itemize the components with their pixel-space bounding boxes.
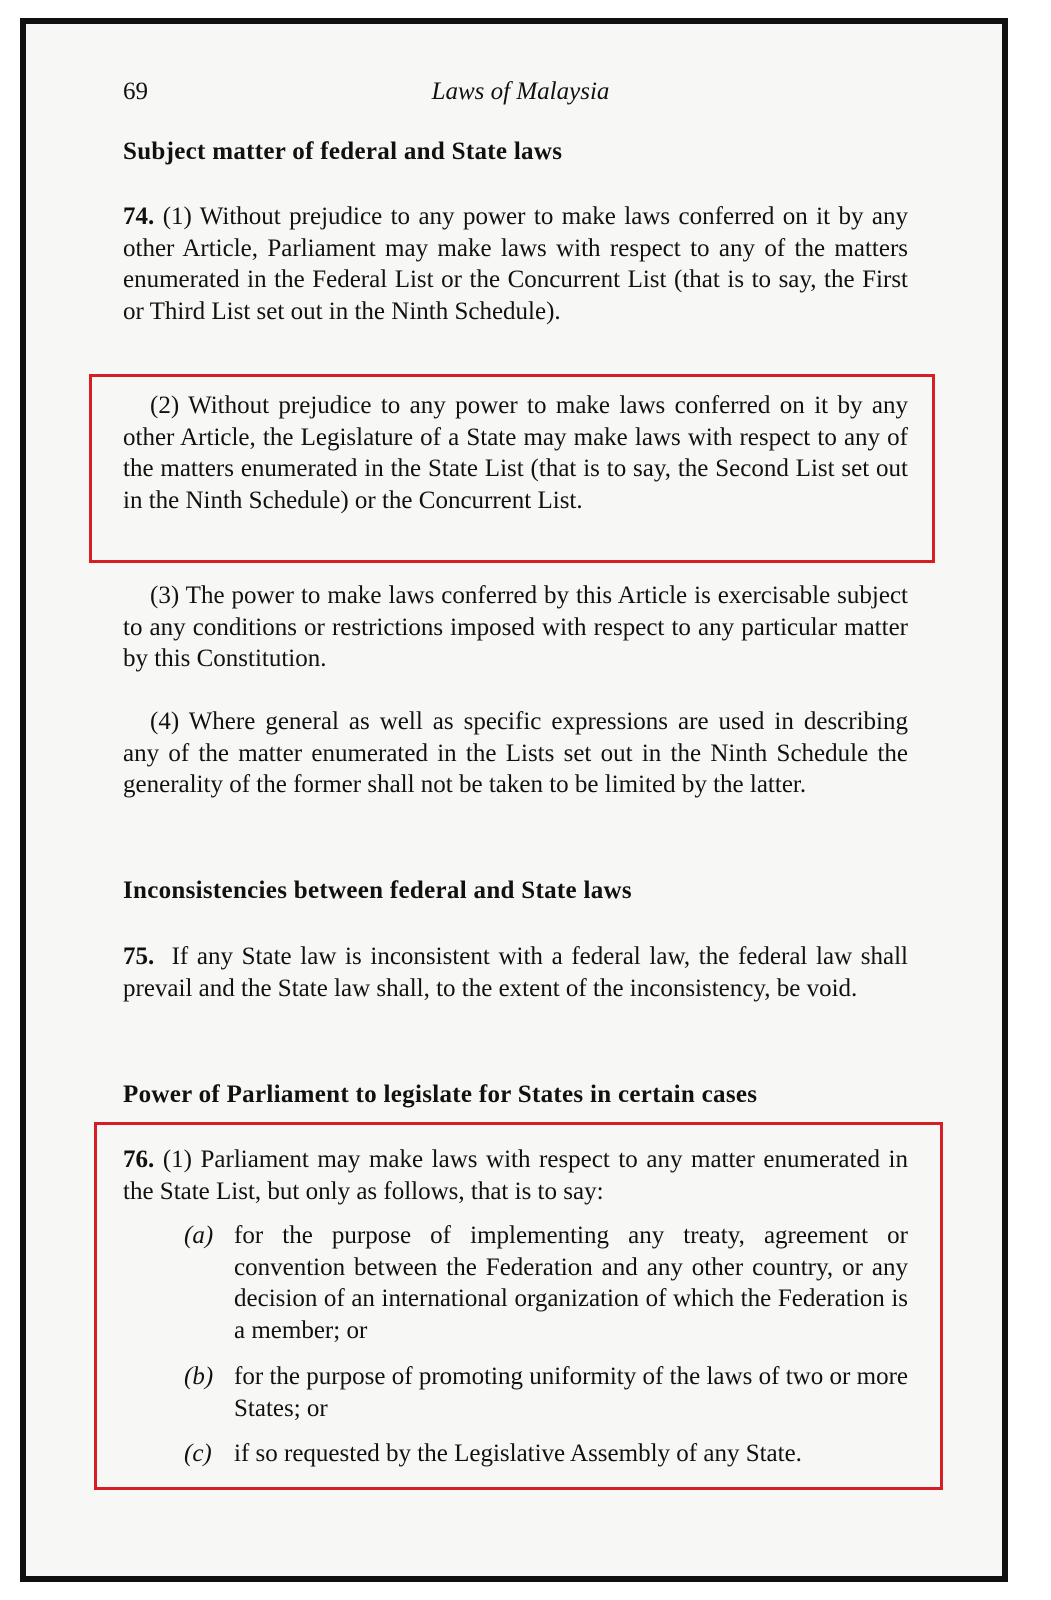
section-heading-75: Inconsistencies between federal and State laws bbox=[123, 877, 632, 904]
item-text-a: for the purpose of implementing any treaty, agreement or convention between the Federation and any other country, or any decision of an international organization of which the Federation is a member; or bbox=[234, 1222, 908, 1344]
article-74-text-3: (3) The power to make laws conferred by this Article is exercisable subject to any conditions or restrictions imposed with respect to any particular matter by this Constitution. bbox=[123, 582, 908, 673]
article-75-paragraph-1 bbox=[123, 941, 908, 1004]
running-head bbox=[123, 78, 908, 114]
article-74-paragraph-4 bbox=[123, 706, 908, 801]
running-title: Laws of Malaysia bbox=[431, 78, 610, 105]
article-76-text-1: (1) Parliament may make laws with respect to any matter enumerated in the State List, but only as follows, that is to say: bbox=[123, 1146, 909, 1205]
article-74-paragraph-2 bbox=[123, 390, 908, 516]
list-item-c bbox=[184, 1438, 908, 1470]
section-heading-76: Power of Parliament to legislate for States in certain cases bbox=[123, 1081, 758, 1108]
article-75-text-1: If any State law is inconsistent with a federal law, the federal law shall prevail and the State law shall, to the extent of the inconsistency, be void. bbox=[123, 943, 909, 1002]
article-number-76: 76. bbox=[123, 1146, 155, 1173]
article-74-paragraph-1 bbox=[123, 201, 908, 327]
item-label-b: (b) bbox=[184, 1363, 214, 1390]
article-number-74: 74. bbox=[123, 203, 155, 230]
item-text-c: if so requested by the Legislative Assembly of any State. bbox=[234, 1440, 802, 1467]
article-74-paragraph-3 bbox=[123, 580, 908, 675]
section-heading-74: Subject matter of federal and State laws bbox=[123, 138, 563, 165]
list-item-a bbox=[184, 1220, 908, 1346]
item-text-b: for the purpose of promoting uniformity of the laws of two or more States; or bbox=[234, 1363, 908, 1422]
article-74-text-4: (4) Where general as well as specific expressions are used in describing any of the matter enumerated in the Lists set out in the Ninth Schedule the generality of the former shall not be taken to be limited by the latter. bbox=[123, 708, 908, 799]
article-number-75: 75. bbox=[123, 943, 155, 970]
page-number: 69 bbox=[123, 78, 148, 105]
list-item-b bbox=[184, 1361, 908, 1424]
article-74-text-2: (2) Without prejudice to any power to make laws conferred on it by any other Article, the Legislature of a State may make laws with respect to any of the matters enumerated in the State List (that is to say, the Second List set out in the Ninth Schedule) or the Concurrent List. bbox=[123, 392, 908, 514]
item-label-c: (c) bbox=[184, 1440, 212, 1467]
item-label-a: (a) bbox=[184, 1222, 214, 1249]
article-76-paragraph-1 bbox=[123, 1144, 908, 1207]
article-74-text-1: (1) Without prejudice to any power to make laws conferred on it by any other Article, Parliament may make laws with respect to any of the matters enumerated in the Federal List or the Concurrent List (that is to say, the First or Third List set out in the Ninth Schedule). bbox=[123, 203, 909, 325]
